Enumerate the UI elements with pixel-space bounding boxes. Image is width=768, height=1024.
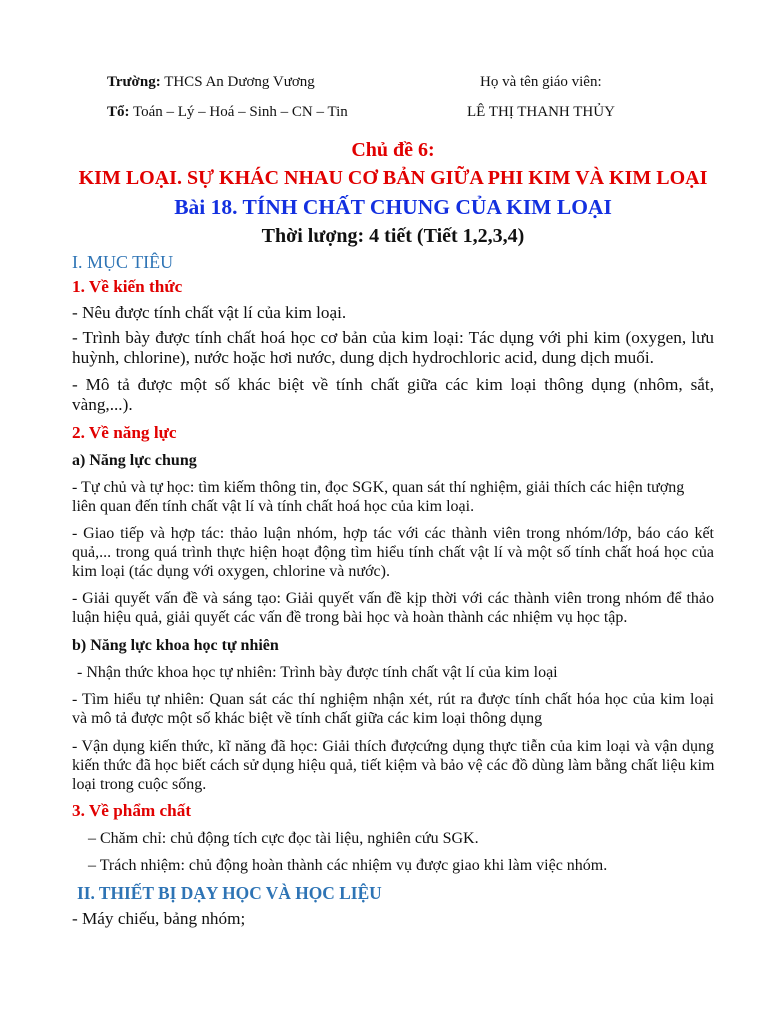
knowledge-item xyxy=(72,328,714,368)
text-line: – Chăm chỉ: chủ động tích cực đọc tài liệu, nghiên cứu SGK. xyxy=(88,830,479,847)
text-line: - Máy chiếu, bảng nhóm; xyxy=(72,909,246,928)
text-line: - Mô tả được một số khác biệt về tính chất giữa các kim loại thông dụng (nhôm, sắt, xyxy=(72,375,714,394)
science-competence-item xyxy=(72,690,714,728)
knowledge-item xyxy=(72,375,714,415)
text-line: – Trách nhiệm: chủ động hoàn thành các nhiệm vụ được giao khi làm việc nhóm. xyxy=(88,857,608,874)
text-line: - Tìm hiểu tự nhiên: Quan sát các thí nghiệm nhận xét, rút ra được tính chất hóa học của kim loại xyxy=(72,691,714,708)
text-line: - Nhận thức khoa học tự nhiên: Trình bày được tính chất vật lí của kim loại xyxy=(77,664,558,681)
text-line: kiến thức đã học biết cách sử dụng hiệu quả, tiết kiệm và bảo vệ các đồ dùng làm bằng chất liệu kim xyxy=(72,757,715,774)
text-line: liên quan đến tính chất vật lí và tính chất hoá học của kim loại. xyxy=(72,498,475,515)
text-line: - Giải quyết vấn đề và sáng tạo: Giải quyết vấn đề kịp thời với các thành viên trong nhóm để thảo xyxy=(72,590,714,607)
department-name: Toán – Lý – Hoá – Sinh – CN – Tin xyxy=(132,104,348,120)
department-info xyxy=(107,103,348,121)
text-line: kim loại (tác dụng với oxygen, chlorine và nước). xyxy=(72,563,390,580)
section-heading-equipment: II. THIẾT BỊ DẠY HỌC VÀ HỌC LIỆU xyxy=(77,883,382,903)
subheading-science-competence: b) Năng lực khoa học tự nhiên xyxy=(72,637,279,654)
knowledge-item xyxy=(72,303,714,323)
school-info xyxy=(107,73,315,91)
subheading-general-competence: a) Năng lực chung xyxy=(72,452,197,469)
school-name: THCS An Dương Vương xyxy=(164,74,315,90)
science-competence-item xyxy=(77,663,714,682)
topic-number: Chủ đề 6: xyxy=(351,139,435,161)
general-competence-item xyxy=(72,589,714,627)
school-label: Trường: xyxy=(107,74,161,90)
topic-title: KIM LOẠI. SỰ KHÁC NHAU CƠ BẢN GIỮA PHI KIM VÀ KIM LOẠI xyxy=(78,167,708,189)
subheading-qualities: 3. Về phẩm chất xyxy=(72,801,192,820)
text-line: - Vận dụng kiến thức, kĩ năng đã học: Giải thích đượcứng dụng thực tiễn của kim loại và vận dụng xyxy=(72,738,714,755)
lesson-duration: Thời lượng: 4 tiết (Tiết 1,2,3,4) xyxy=(261,225,525,247)
lesson-title: Bài 18. TÍNH CHẤT CHUNG CỦA KIM LOẠI xyxy=(174,195,612,219)
teacher-name: LÊ THỊ THANH THỦY xyxy=(467,104,615,120)
department-label: Tổ: xyxy=(107,104,130,120)
general-competence-item xyxy=(72,478,714,516)
equipment-item xyxy=(72,909,714,929)
quality-item xyxy=(88,829,714,848)
text-line: - Trình bày được tính chất hoá học cơ bản của kim loại: Tác dụng với phi kim (oxygen, lưu xyxy=(72,328,714,347)
quality-item xyxy=(88,856,714,875)
text-line: huỳnh, chlorine), nước hoặc hơi nước, dung dịch hydrochloric acid, dung dịch muối. xyxy=(72,348,654,367)
section-heading-objectives: I. MỤC TIÊU xyxy=(72,252,174,272)
text-line: - Tự chủ và tự học: tìm kiếm thông tin, đọc SGK, quan sát thí nghiệm, giải thích các hiện tượng xyxy=(72,479,685,496)
subheading-knowledge: 1. Về kiến thức xyxy=(72,277,183,296)
science-competence-item xyxy=(72,737,714,794)
text-line: loại trong cuộc sống. xyxy=(72,776,207,793)
general-competence-item xyxy=(72,524,714,581)
text-line: luận hiệu quả, giải quyết các vấn đề trong bài học và hoàn thành các nhiệm vụ học tập. xyxy=(72,609,628,626)
text-line: - Nêu được tính chất vật lí của kim loại. xyxy=(72,303,347,322)
text-line: - Giao tiếp và hợp tác: thảo luận nhóm, hợp tác với các thành viên trong nhóm/lớp, báo cáo kết xyxy=(72,525,714,542)
text-line: quả,... trong quá trình thực hiện hoạt động tìm hiểu tính chất vật lí và một số tính chất hoá học của xyxy=(72,544,714,561)
teacher-label: Họ và tên giáo viên: xyxy=(480,74,602,90)
subheading-competence: 2. Về năng lực xyxy=(72,423,177,442)
text-line: vàng,...). xyxy=(72,395,133,414)
text-line: và mô tả được một số khác biệt về tính chất giữa các kim loại thông dụng xyxy=(72,710,543,727)
